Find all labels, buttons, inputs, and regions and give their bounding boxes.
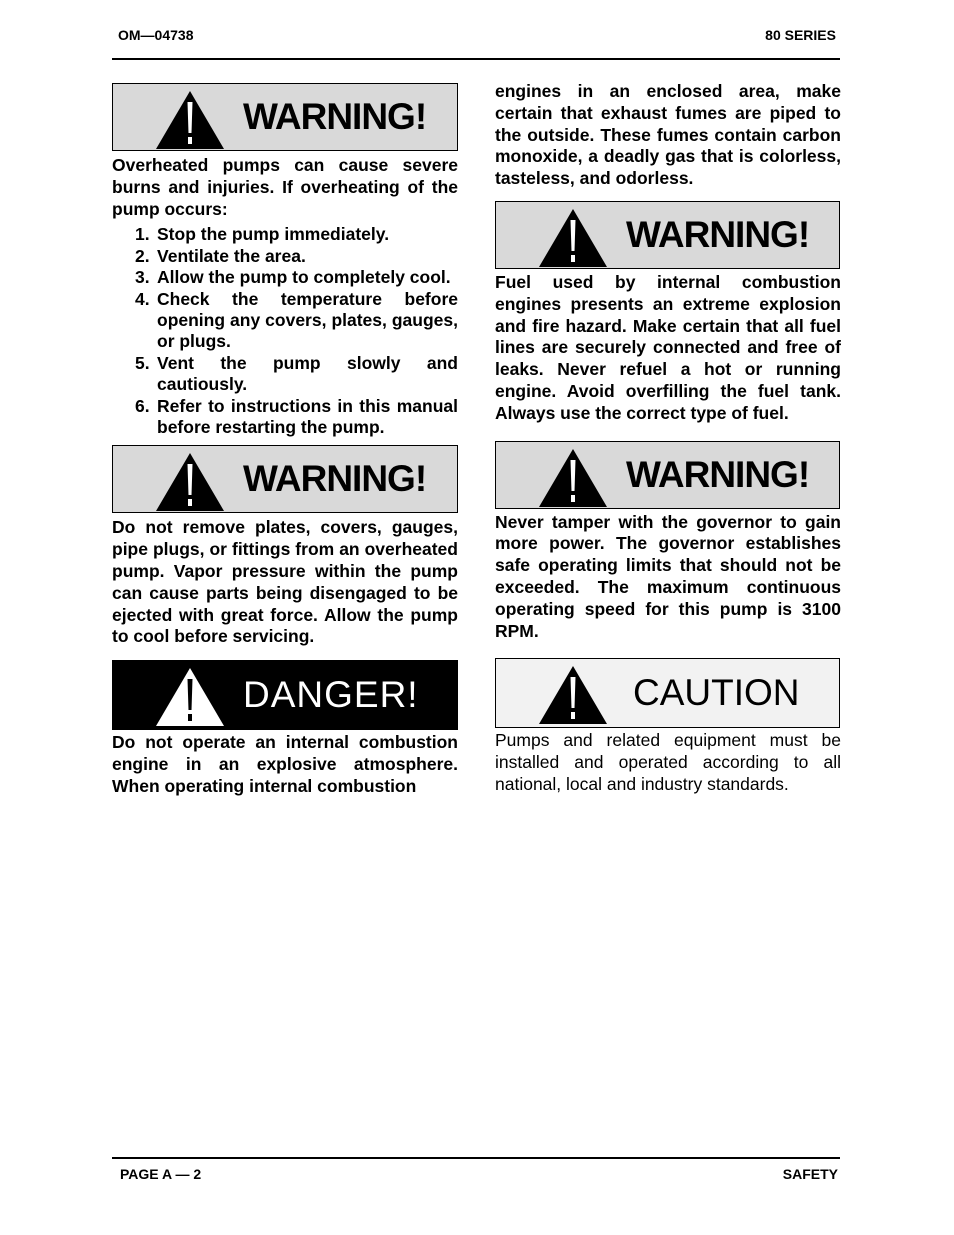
left-column [112, 83, 458, 798]
list-item: 3. Allow the pump to completely cool. [135, 267, 451, 288]
header-series: 80 SERIES [765, 27, 836, 43]
warning-triangle-icon [538, 208, 608, 268]
warning-sign [495, 201, 840, 269]
warning-sign [495, 441, 840, 509]
list-item: 2. Ventilate the area. [135, 245, 306, 266]
caution-text: Pumps and related equipment must be installed and operated according to all national, local and industry standards. [495, 730, 841, 794]
warning-triangle-icon [155, 90, 225, 150]
header-rule [112, 58, 840, 60]
warning-label: WARNING! [626, 213, 810, 255]
warning-label: WARNING! [626, 453, 810, 495]
caution-label: CAUTION [633, 672, 800, 714]
warning-sign [112, 83, 458, 151]
footer-page-number: PAGE A — 2 [120, 1166, 202, 1182]
warning-text: Overheated pumps can cause severe burns and injuries. If overheating of the pump occurs: [112, 155, 458, 219]
list-item: 5. Vent the pump slowly and cautiously. [135, 352, 458, 395]
right-column [495, 81, 841, 796]
footer-section: SAFETY [782, 1166, 838, 1182]
warning-text: Do not remove plates, covers, gauges, pipe plugs, or fittings from an overheated pump. Vapor pressure within the pump can cause parts being disengaged to be ejected with great force. Allow the pump to cool before servicing. [112, 517, 458, 647]
warning-label: WARNING! [243, 96, 427, 137]
danger-triangle-icon [155, 667, 225, 727]
header-doc-number: OM—04738 [118, 27, 194, 43]
danger-text: Do not operate an internal combustion engine in an explosive atmosphere. When operating internal combustion [112, 732, 458, 796]
caution-triangle-icon [538, 665, 608, 725]
list-item: 4. Check the temperature before opening any covers, plates, gauges, or plugs. [135, 288, 458, 352]
list-item: 1. Stop the pump immediately. [135, 224, 390, 245]
list-item: 6. Refer to instructions in this manual before restarting the pump. [135, 395, 458, 438]
footer-rule [112, 1157, 840, 1159]
warning-text: Fuel used by internal combustion engines presents an extreme explosion and fire hazard. Make certain that all fuel lines are securely connected and free of leaks. Never refuel a hot or running engine. Avoid overfilling the fuel tank. Always use the correct type of fuel. [495, 271, 841, 423]
warning-sign [112, 445, 458, 513]
warning-label: WARNING! [243, 458, 427, 500]
warning-text: Never tamper with the governor to gain more power. The governor establishes safe operating limits that should not be exceeded. The maximum continuous operating speed for this pump is 3100 RPM. [495, 511, 841, 641]
danger-sign [112, 660, 458, 730]
continued-danger-text: engines in an enclosed area, make certain that exhaust fumes are piped to the outside. These fumes contain carbon monoxide, a deadly gas that is colorless, tasteless, and odorless. [495, 81, 841, 189]
warning-triangle-icon [538, 448, 608, 508]
overheat-steps-list [112, 224, 458, 438]
danger-label: DANGER! [243, 674, 419, 716]
caution-sign [495, 658, 840, 728]
warning-triangle-icon [155, 452, 225, 512]
